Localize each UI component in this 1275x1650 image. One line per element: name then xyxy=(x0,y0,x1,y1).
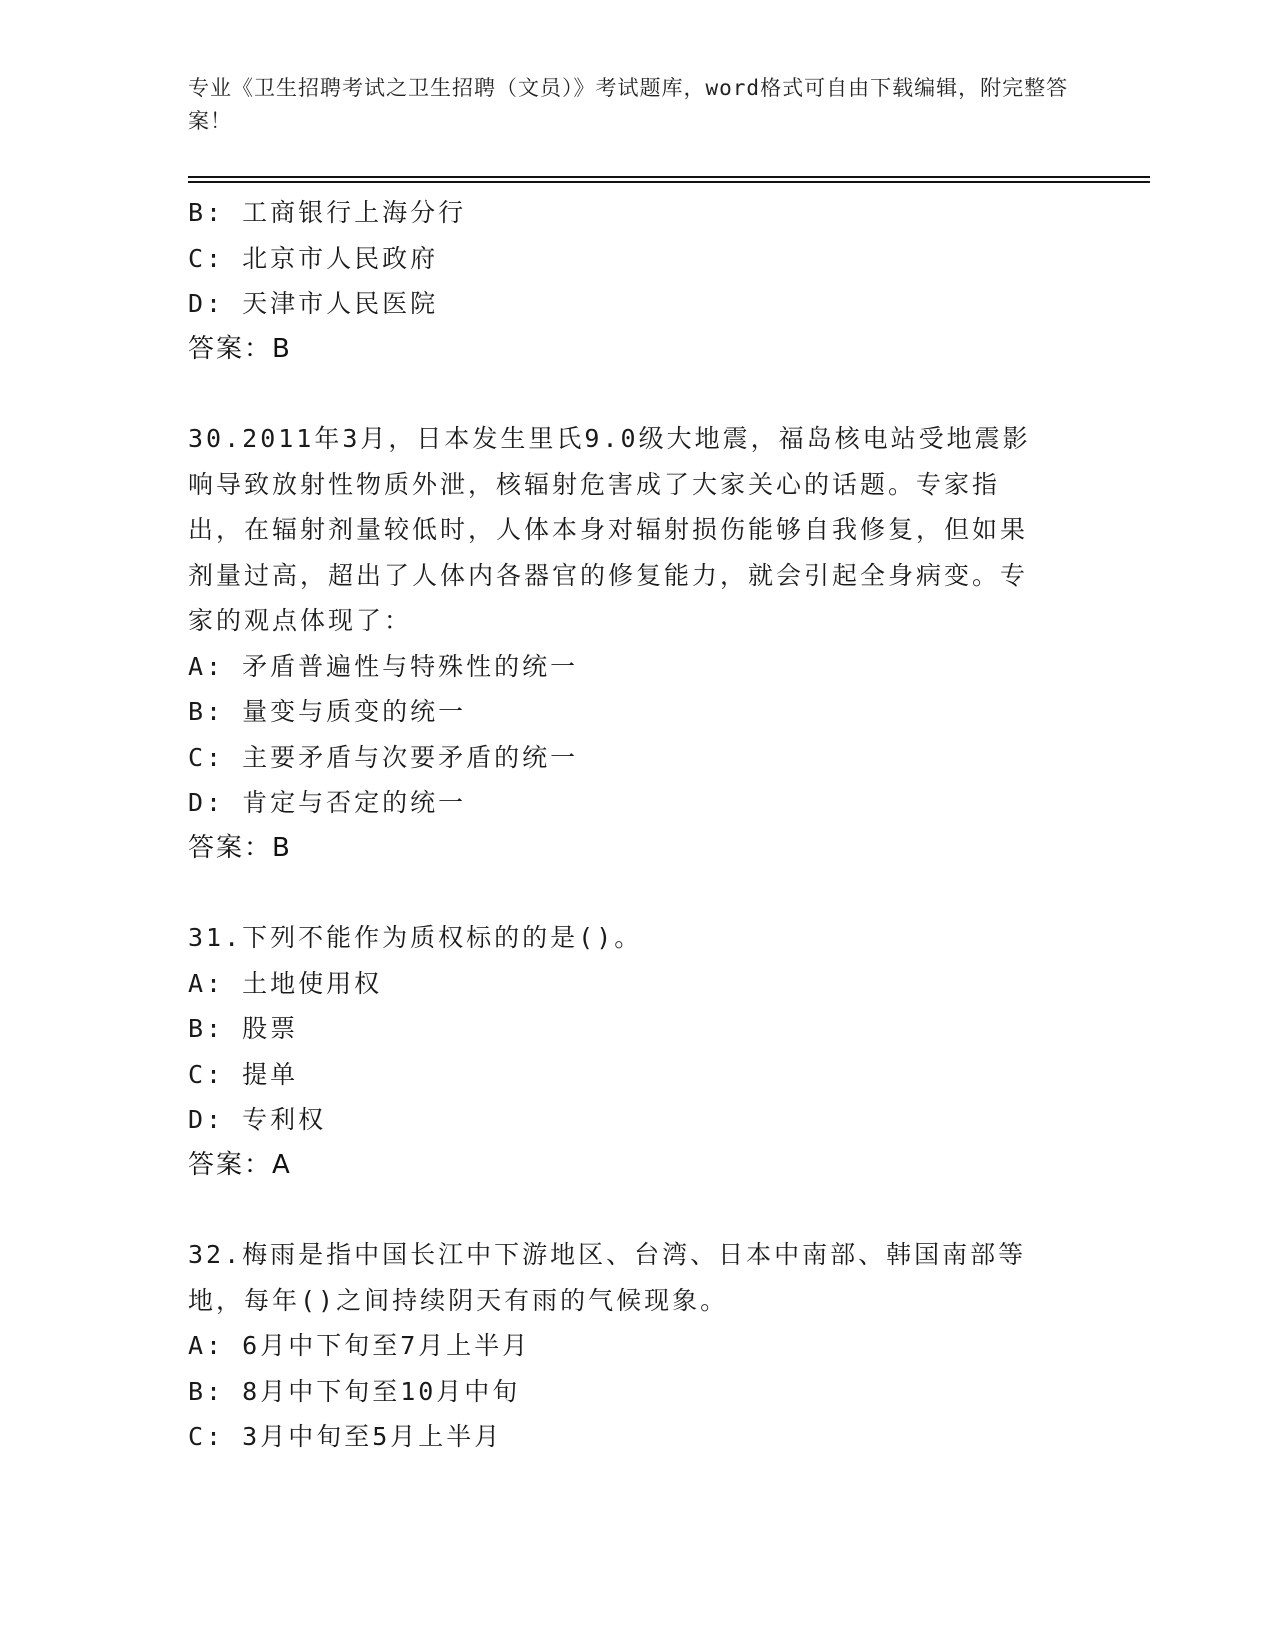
option-c: C: 主要矛盾与次要矛盾的统一 xyxy=(188,742,579,772)
spacer xyxy=(188,1188,1088,1232)
option-d: D: 专利权 xyxy=(188,1105,327,1134)
spacer xyxy=(188,372,1088,416)
option-b: B: 股票 xyxy=(188,1014,299,1043)
document-body xyxy=(188,190,1088,1460)
option-c: C: 提单 xyxy=(188,1059,299,1089)
answer-line: 答案：A xyxy=(188,1149,292,1180)
question-block-29 xyxy=(188,190,1088,372)
question-block-31 xyxy=(188,915,1088,1188)
page-header: 专业《卫生招聘考试之卫生招聘（文员）》考试题库，word格式可自由下载编辑，附完整答案！ xyxy=(188,76,1069,133)
question-block-30 xyxy=(188,416,1088,871)
question-text: 32.梅雨是指中国长江中下游地区、台湾、日本中南部、韩国南部等地，每年()之间持续阴天有雨的气候现象。 xyxy=(188,1240,1027,1315)
option-b: B: 工商银行上海分行 xyxy=(188,198,467,227)
question-text: 30.2011年3月，日本发生里氏9.0级大地震，福岛核电站受地震影响导致放射性物质外泄，核辐射危害成了大家关心的话题。专家指出，在辐射剂量较低时，人体本身对辐射损伤能够自我修复，但如果剂量过高，超出了人体内各器官的修复能力，就会引起全身病变。专家的观点体现了： xyxy=(188,424,1031,635)
question-text: 31.下列不能作为质权标的的是()。 xyxy=(188,923,643,952)
option-a: A: 土地使用权 xyxy=(188,968,383,998)
option-b: B: 8月中下旬至10月中旬 xyxy=(188,1376,521,1406)
option-c: C: 3月中旬至5月上半月 xyxy=(188,1422,503,1451)
option-d: D: 肯定与否定的统一 xyxy=(188,788,467,817)
option-c: C: 北京市人民政府 xyxy=(188,243,439,273)
option-a: A: 6月中下旬至7月上半月 xyxy=(188,1331,531,1360)
spacer xyxy=(188,871,1088,915)
answer-line: 答案：B xyxy=(188,333,292,364)
option-b: B: 量变与质变的统一 xyxy=(188,697,467,726)
option-a: A: 矛盾普遍性与特殊性的统一 xyxy=(188,651,579,681)
option-d: D: 天津市人民医院 xyxy=(188,289,439,318)
answer-line: 答案：B xyxy=(188,832,292,863)
question-block-32 xyxy=(188,1232,1088,1460)
header-rule-top xyxy=(188,176,1150,178)
header-rule-bottom xyxy=(188,181,1150,183)
